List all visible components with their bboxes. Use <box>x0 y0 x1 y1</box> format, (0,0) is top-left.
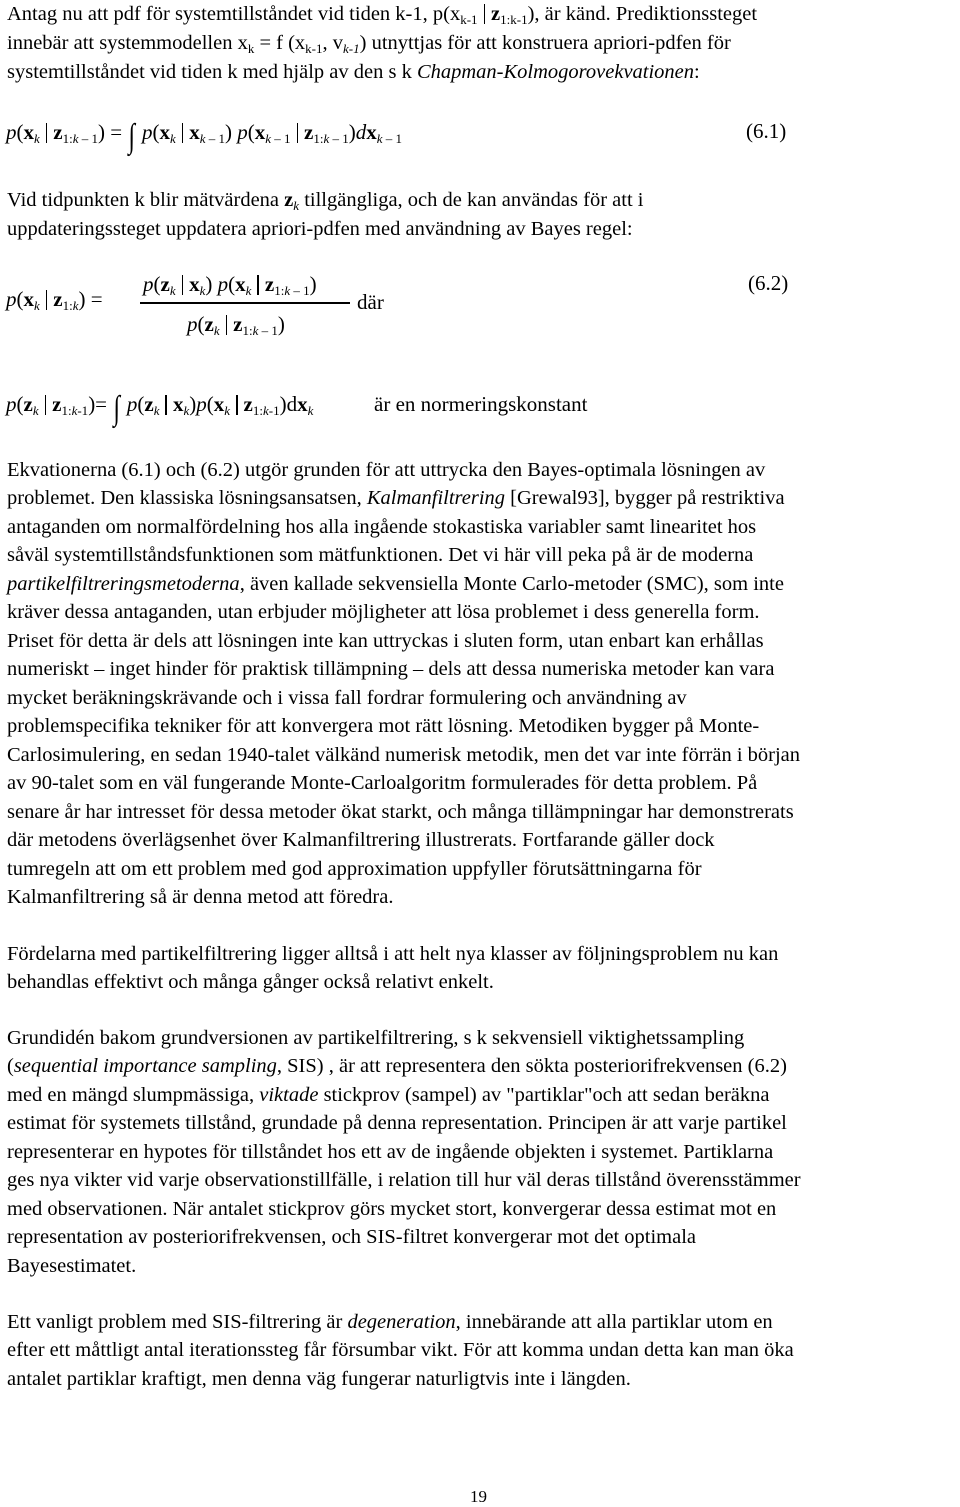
paragraph-main-line10: problemspecifika tekniker för att konvergera mot rätt lösning. Metodiken bygger på Monte- <box>7 715 760 737</box>
equation-6-2-where: där <box>357 290 384 314</box>
paragraph-sis-line3: med en mängd slumpmässiga, viktade stickprov (sampel) av "partiklar"och att sedan beräkna <box>7 1084 770 1106</box>
equation-normalization: $p(z_k$ $z_{1:k-1})=$ ∫ $p(z_k$ $x_k)p(x_k$ $z_{1:k-1})dx_k$ <box>6 390 314 427</box>
paragraph-degeneration-line3: antalet partiklar kraftigt, men denna väg fungerar naturligtvis inte i längden. <box>7 1368 631 1390</box>
paragraph-advantages-line1: Fördelarna med partikelfiltrering ligger alltså i att helt nya klasser av följningsproblem nu kan <box>7 943 779 965</box>
paragraph-intro-line1: Antag nu att pdf för systemtillståndet vid tiden k-1, $p(x_{k-1}$ $z_{1:k-1}$), är känd. Prediktionssteget <box>7 3 758 27</box>
paragraph-sis-line1: Grundidén bakom grundversionen av partikelfiltrering, s k sekvensiell viktighetssampling <box>7 1027 745 1049</box>
paragraph-degeneration-line1: Ett vanligt problem med SIS-filtrering är degeneration, innebärande att alla partiklar utom en <box>7 1311 773 1333</box>
paragraph-main-line9: mycket beräkningskrävande och i vissa fall fordrar formulering och användning av <box>7 687 687 709</box>
equation-6-2-fraction-line <box>140 302 350 304</box>
paragraph-degeneration-line2: efter ett måttligt antal iterationssteg får försumbar vikt. För att komma undan detta kan man öka <box>7 1339 794 1361</box>
paragraph-sis-line4: estimat för systemets tillstånd, grundade på denna representation. Principen är att varje partikel <box>7 1112 787 1134</box>
paragraph-sis-line9: Bayesestimatet. <box>7 1255 137 1277</box>
paragraph-update-line1: Vid tidpunkten k blir mätvärdena $z_k$ tillgängliga, och de kan användas för att i <box>7 189 644 213</box>
paragraph-main-line16: Kalmanfiltrering så är denna metod att föredra. <box>7 886 394 908</box>
paragraph-main-line15: tumregeln att om ett problem med god approximation uppfyller förutsättningarna för <box>7 858 702 880</box>
equation-normalization-text: är en normeringskonstant <box>374 392 588 416</box>
paragraph-main-line7: Priset för detta är dels att lösningen inte kan uttryckas i sluten form, utan enbart kan erhållas <box>7 630 764 652</box>
paragraph-main-line14: där metodens överlägsenhet över Kalmanfiltrering illustrerats. Fortfarande gäller dock <box>7 829 715 851</box>
paragraph-main-line1: Ekvationerna (6.1) och (6.2) utgör grunden för att uttrycka den Bayes-optimala lösningen av <box>7 459 766 481</box>
paragraph-main-line3: antaganden om normalfördelning hos alla ingående stokastiska variabler samt linearitet hos <box>7 516 757 538</box>
paragraph-main-line6: kräver dessa antaganden, utan erbjuder möjligheter att lösa problemet i dess generella form. <box>7 601 760 623</box>
paragraph-sis-line6: ges nya vikter vid varje observationstillfälle, i relation till hur väl deras tillstånd överensstämmer <box>7 1169 801 1191</box>
paragraph-main-line4: såväl systemtillståndsfunktionen som mätfunktionen. Det vi här vill peka på är de moderna <box>7 544 754 566</box>
paragraph-main-line13: senare år har intresset för dessa metoder ökat starkt, och många tillämpningar har demonstrerats <box>7 801 794 823</box>
paragraph-main-line5: partikelfiltreringsmetoderna, även kallade sekvensiella Monte Carlo-metoder (SMC), som inte <box>7 573 784 595</box>
equation-6-2-numerator: $p(z_k$ $x_k$) $p(x_k$ $z_{1:k - 1}$) <box>143 272 317 298</box>
paragraph-advantages-line2: behandlas effektivt och många gånger också relativt enkelt. <box>7 971 494 993</box>
paragraph-sis-line2: (sequential importance sampling, SIS) , är att representera den sökta posteriorifrekvensen (6.2) <box>7 1055 787 1077</box>
paragraph-sis-line8: representation av posteriorifrekvensen, och SIS-filtret konvergerar mot det optimala <box>7 1226 696 1248</box>
page-number: 19 <box>470 1487 487 1506</box>
equation-6-2-label: (6.2) <box>748 271 789 295</box>
paragraph-intro-line2: innebär att systemmodellen $x_k = f$ ($x_{k-1}$, $v_{k-1}$) utnyttjas för att konstruera apriori-pdfen för <box>7 32 731 56</box>
paragraph-main-line12: av 90-talet som en väl fungerande Monte-Carloalgoritm formulerades för detta problem. På <box>7 772 758 794</box>
paragraph-main-line11: Carlosimulering, en sedan 1940-talet välkänd numerisk metodik, men det var inte förrän i början <box>7 744 801 766</box>
paragraph-sis-line5: representerar en hypotes för tillståndet hos ett av de ingående objekten i systemet. Partiklarna <box>7 1141 774 1163</box>
paragraph-main-line2: problemet. Den klassiska lösningsansatsen, Kalmanfiltrering [Grewal93], bygger på restriktiva <box>7 487 785 509</box>
paragraph-intro-line3: systemtillståndet vid tiden k med hjälp av den s k Chapman-Kolmogorovekvationen: <box>7 61 700 83</box>
paragraph-main-line8: numeriskt – inget hinder för praktisk tillämpning – dels att dessa numeriska metoder kan vara <box>7 658 775 680</box>
equation-6-1-label: (6.1) <box>746 119 787 143</box>
equation-6-1: $p(x_k$ $z_{1:k - 1}$) = ∫ $p(x_k$ $x_{k - 1}$) $p(x_{k - 1}$ $z_{1:k - 1})dx_{k - 1}$ <box>6 118 403 155</box>
equation-6-2-denominator: $p(z_k$ $z_{1:k - 1}$) <box>187 312 285 338</box>
paragraph-update-line2: uppdateringssteget uppdatera apriori-pdfen med användning av Bayes regel: <box>7 218 633 240</box>
equation-6-2-lhs: $p(x_k$ $z_{1:k}$) = <box>6 287 103 313</box>
paragraph-sis-line7: med observationen. När antalet stickprov görs mycket stort, konvergerar dessa estimat mot en <box>7 1198 777 1220</box>
